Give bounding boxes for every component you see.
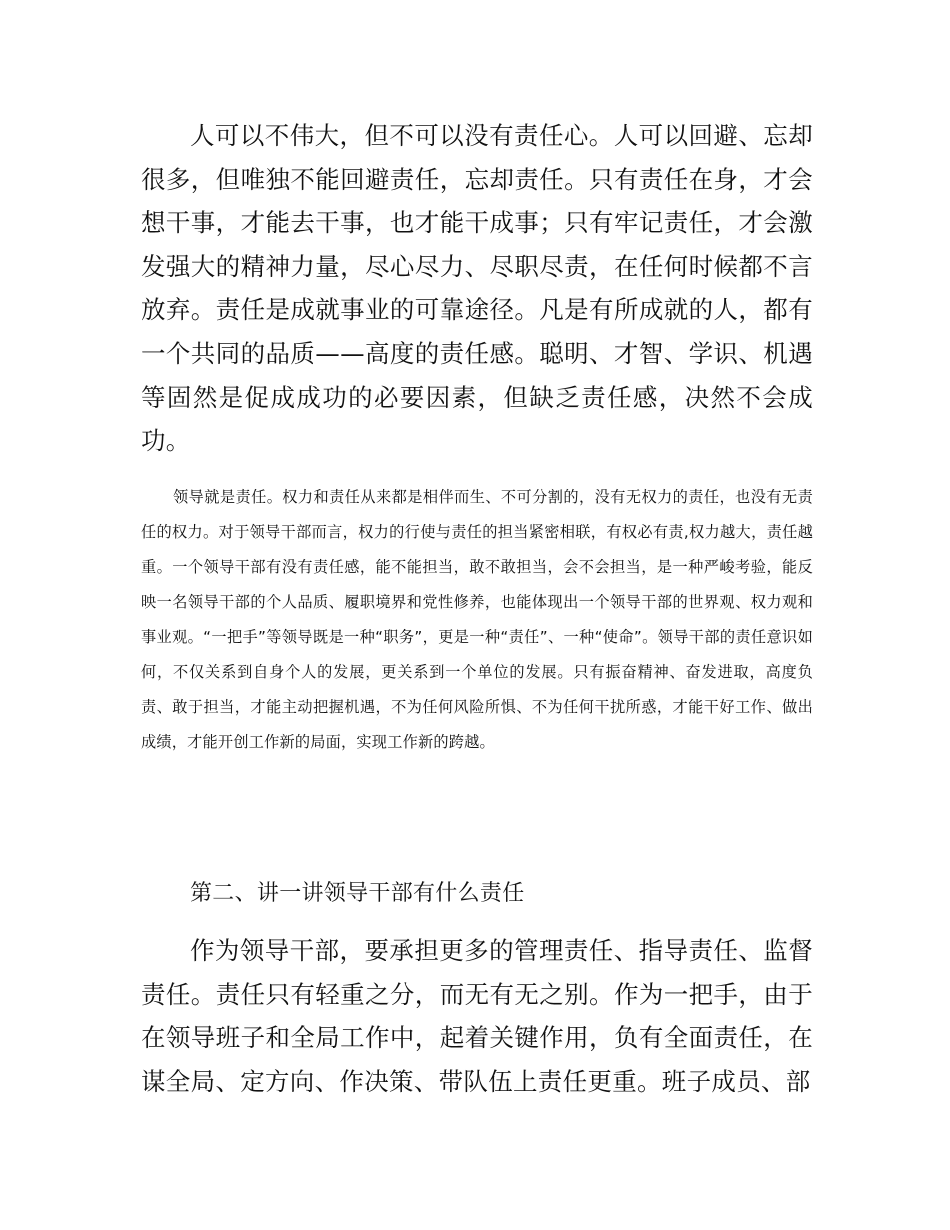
section-heading: 第二、讲一讲领导干部有什么责任 [190,881,525,906]
body-paragraph-leader-duties: 作为领导干部，要承担更多的管理责任、指导责任、监督责任。责任只有轻重之分，而无有无之别。作为一把手，由于在领导班子和全局工作中，起着关键作用，负有全面责任，在谋全局、定方向、作决策、带队伍上责任更重。班子成员、部 [141,936,813,1096]
body-paragraph-responsibility-heart: 人可以不伟大，但不可以没有责任心。人可以回避、忘却很多，但唯独不能回避责任，忘却责任。只有责任在身，才会想干事，才能去干事，也才能干成事；只有牢记责任，才会激发强大的精神力量，尽心尽力、尽职尽责，在任何时候都不言放弃。责任是成就事业的可靠途径。凡是有所成就的人，都有一个共同的品质——高度的责任感。聪明、才智、学识、机遇等固然是促成成功的必要因素，但缺乏责任感，决然不会成功。 [141,121,813,456]
body-paragraph-leadership-responsibility: 领导就是责任。权力和责任从来都是相伴而生、不可分割的，没有无权力的责任，也没有无责任的权力。对于领导干部而言，权力的行使与责任的担当紧密相联，有权必有责,权力越大，责任越重。一个领导干部有没有责任感，能不能担当，敢不敢担当，会不会担当，是一种严峻考验，能反映一名领导干部的个人品质、履职境界和党性修养，也能体现出一个领导干部的世界观、权力观和事业观。“一把手”等领导既是一种“职务”，更是一种“责任”、一种“使命”。领导干部的责任意识如何，不仅关系到自身个人的发展，更关系到一个单位的发展。只有振奋精神、奋发进取，高度负责、敢于担当，才能主动把握机遇，不为任何风险所惧、不为任何干扰所惑，才能干好工作、做出成绩，才能开创工作新的局面，实现工作新的跨越。 [141,488,813,751]
